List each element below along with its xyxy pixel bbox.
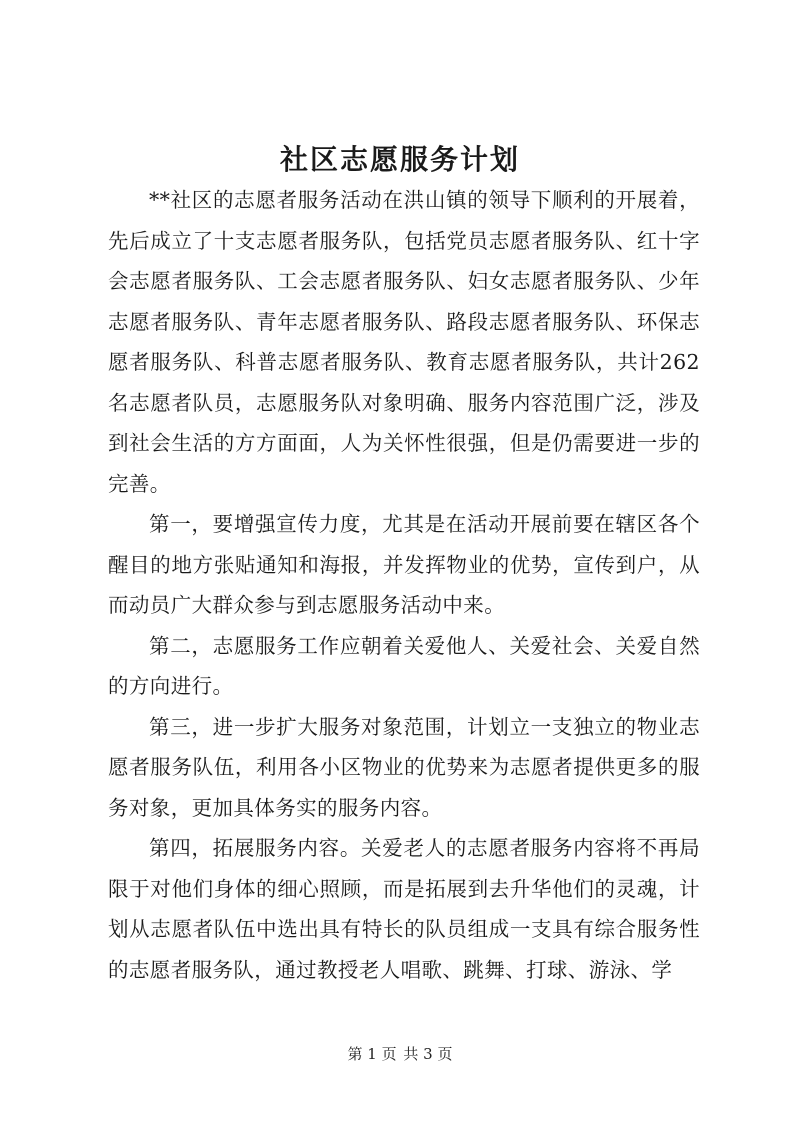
- document-body: [108, 180, 700, 990]
- paragraph-second: 第二，志愿服务工作应朝着关爱他人、关爱社会、关爱自然的方向进行。: [108, 633, 700, 698]
- paragraph-fourth: 第四，拓展服务内容。关爱老人的志愿者服务内容将不再局限于对他们身体的细心照顾，而是拓展到去升华他们的灵魂，计划从志愿者队伍中选出具有特长的队员组成一支具有综合服务性的志愿者服务队，通过教授老人唱歌、跳舞、打球、游泳、学: [108, 836, 700, 982]
- page-total: 共 3 页: [403, 1045, 453, 1063]
- paragraph-first: 第一，要增强宣传力度，尤其是在活动开展前要在辖区各个醒目的地方张贴通知和海报，并发挥物业的优势，宣传到户，从而动员广大群众参与到志愿服务活动中来。: [108, 512, 700, 617]
- paragraph-third: 第三，进一步扩大服务对象范围，计划立一支独立的物业志愿者服务队伍，利用各小区物业的优势来为志愿者提供更多的服务对象，更加具体务实的服务内容。: [108, 714, 700, 820]
- paragraph-intro: **社区的志愿者服务活动在洪山镇的领导下顺利的开展着，先后成立了十支志愿者服务队，包括党员志愿者服务队、红十字会志愿者服务队、工会志愿者服务队、妇女志愿者服务队、少年志愿者服务队、青年志愿者服务队、路段志愿者服务队、环保志愿者服务队、科普志愿者服务队、教育志愿者服务队，共计262名志愿者队员，志愿服务队对象明确、服务内容范围广泛，涉及到社会生活的方方面面，人为关怀性很强，但是仍需要进一步的完善。: [108, 188, 700, 496]
- page-footer: [0, 1044, 800, 1064]
- document-title: 社区志愿服务计划: [279, 143, 520, 176]
- page-number: 第 1 页: [347, 1045, 397, 1063]
